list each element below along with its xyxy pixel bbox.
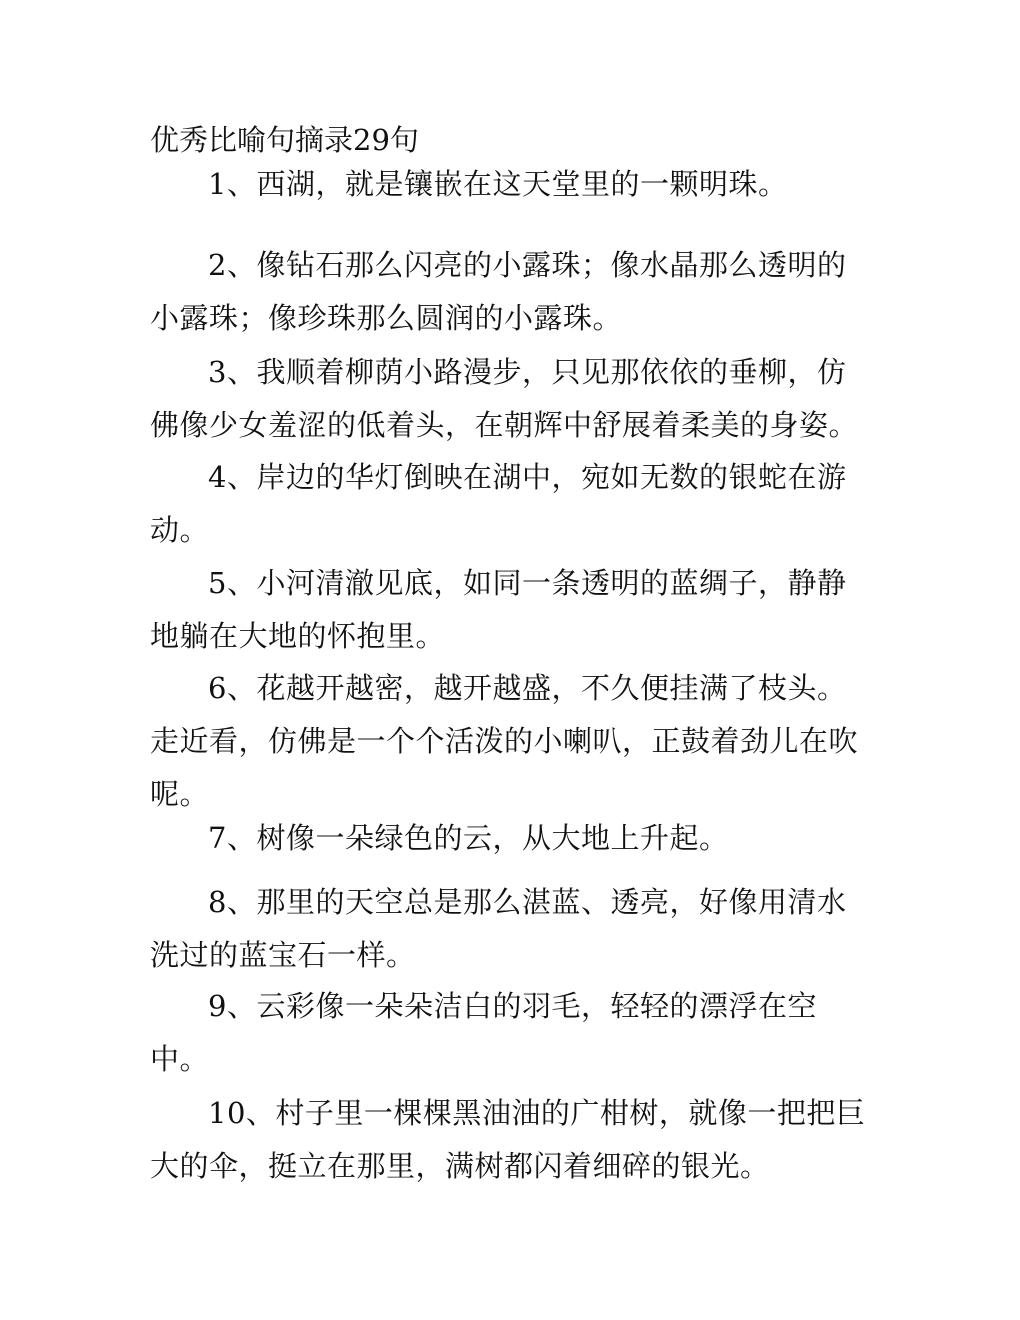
paragraph-6: 6、花越开越密，越开越盛，不久便挂满了枝头。走近看，仿佛是一个个活泼的小喇叭，正鼓着劲儿在吹呢。	[150, 671, 859, 811]
paragraph-2: 2、像钻石那么闪亮的小露珠；像水晶那么透明的小露珠；像珍珠那么圆润的小露珠。	[150, 248, 847, 335]
paragraph-10: 10、村子里一棵棵黑油油的广柑树，就像一把把巨大的伞，挺立在那里，满树都闪着细碎的银光。	[150, 1096, 866, 1183]
paragraph-4: 4、岸边的华灯倒映在湖中，宛如无数的银蛇在游动。	[150, 460, 847, 547]
paragraph-1: 1、西湖，就是镶嵌在这天堂里的一颗明珠。	[208, 167, 788, 201]
paragraph-7: 7、树像一朵绿色的云，从大地上升起。	[208, 821, 729, 855]
paragraph-8: 8、那里的天空总是那么湛蓝、透亮，好像用清水洗过的蓝宝石一样。	[150, 885, 847, 972]
document-title: 优秀比喻句摘录29句	[150, 123, 419, 157]
paragraph-5: 5、小河清澈见底，如同一条透明的蓝绸子，静静地躺在大地的怀抱里。	[150, 566, 847, 653]
paragraph-9: 9、云彩像一朵朵洁白的羽毛，轻轻的漂浮在空中。	[150, 989, 817, 1076]
paragraph-3: 3、我顺着柳荫小路漫步，只见那依依的垂柳，仿佛像少女羞涩的低着头，在朝辉中舒展着柔美的身姿。	[150, 355, 859, 442]
